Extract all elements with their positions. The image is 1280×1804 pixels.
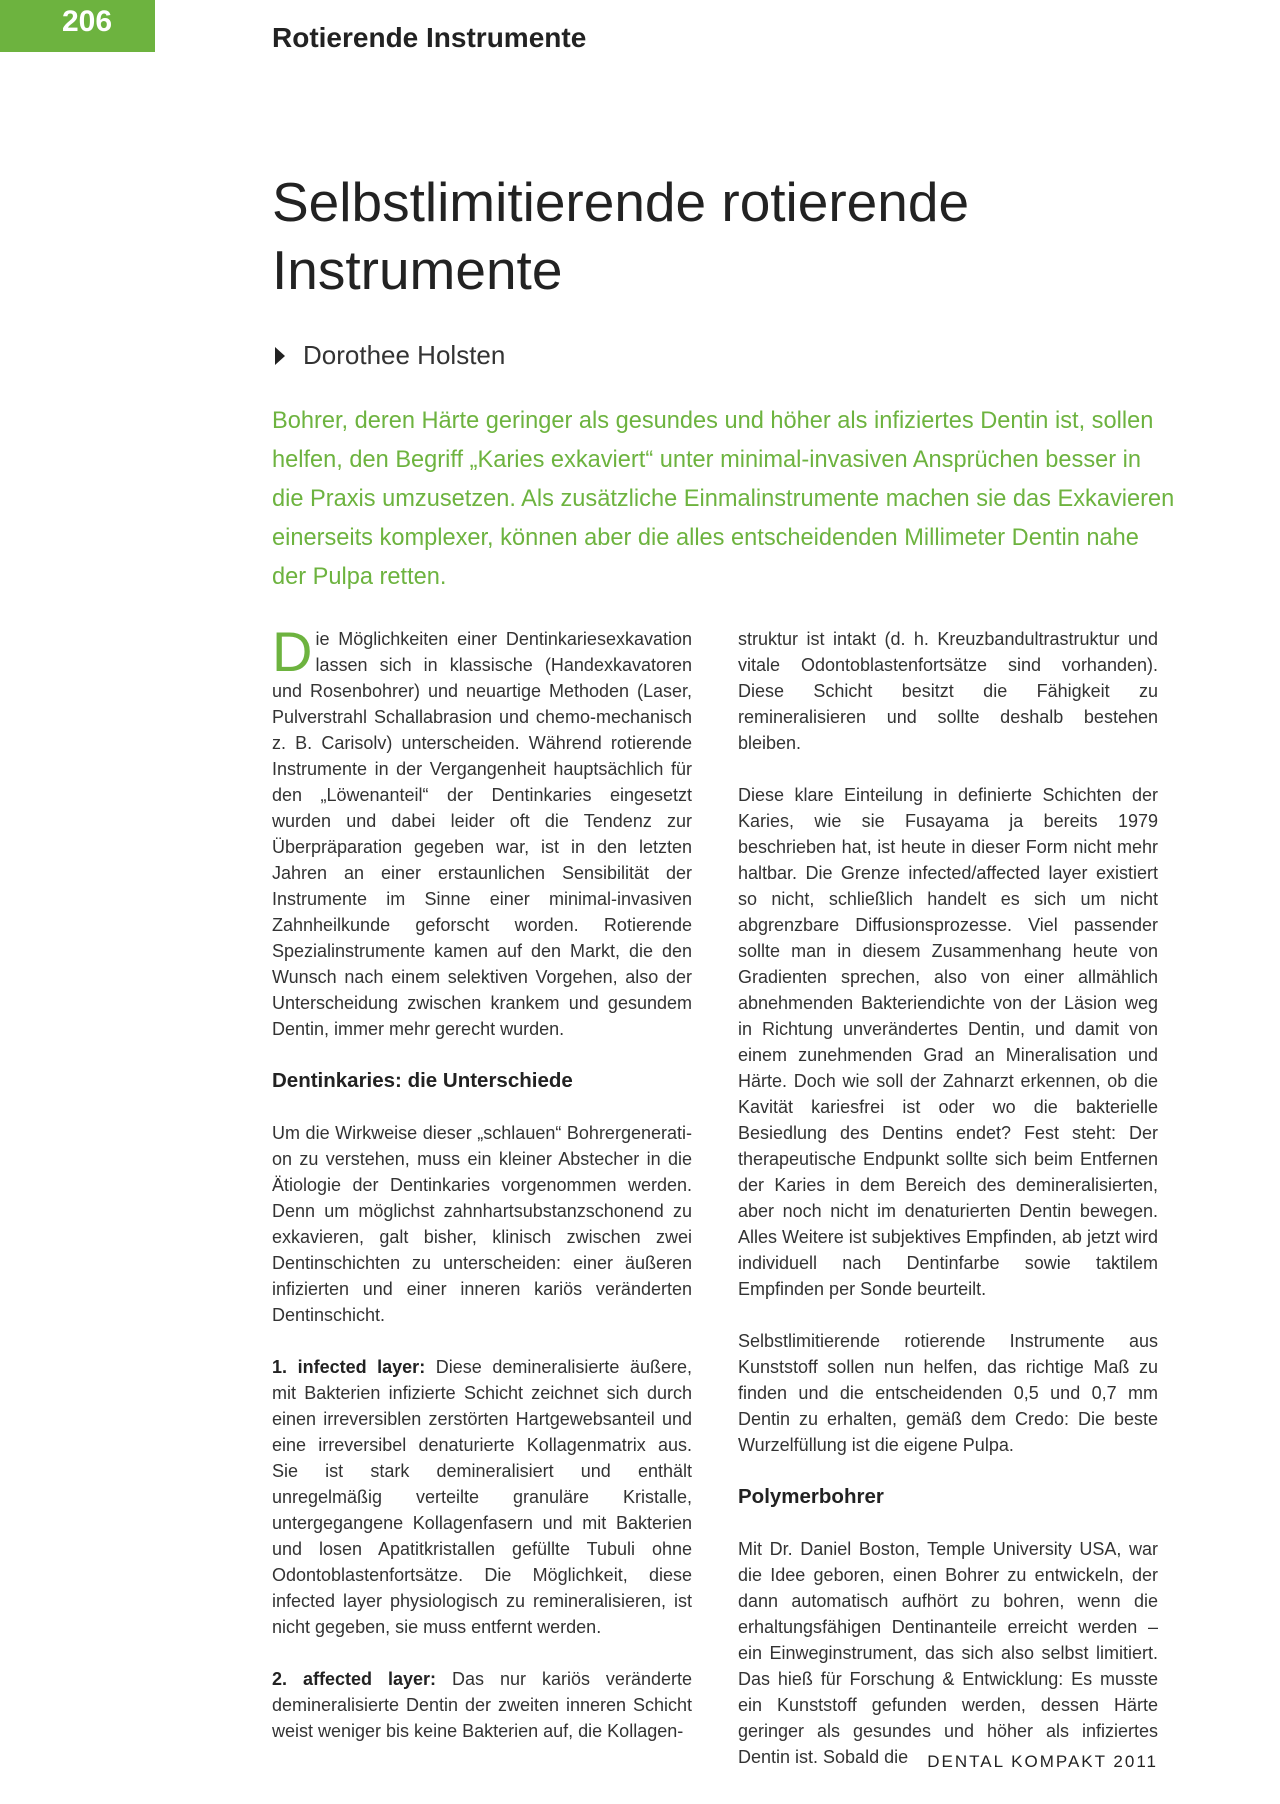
drop-cap: D — [272, 620, 313, 683]
intro-paragraph — [272, 620, 692, 1042]
page-number-badge — [0, 0, 155, 52]
triangle-right-icon — [275, 347, 285, 365]
left-column — [272, 620, 692, 1744]
subhead-dentinkaries: Dentinkaries: die Unterschiede — [272, 1069, 573, 1092]
footer-publication: DENTAL KOMPAKT 2011 — [927, 1752, 1158, 1771]
running-head: Rotierende Instrumente — [272, 22, 587, 53]
page-number: 206 — [62, 5, 113, 38]
paragraph-selbstlimitierend: Selbstlimitierende rotierende Instrumente aus Kunststoff sollen nun helfen, das richtige Maß zu finden und die entscheidenden 0,5 und 0,7 mm Dentin zu erhalten, gemäß dem Credo: Die beste Wurzelfüllung ist die eigene Pulpa. — [738, 1331, 1158, 1455]
affected-layer-label: 2. affected layer: — [272, 1669, 437, 1689]
affected-layer-text: Das nur kariös veränderte demineralisierte Dentin der zweiten inneren Schicht weist weniger bis keine Bakterien auf, die Kollagen- — [272, 1669, 692, 1741]
author-line — [272, 340, 505, 371]
paragraph-einteilung: Diese klare Einteilung in definierte Schichten der Karies, wie sie Fusayama ja bereits 1979 beschrieben hat, ist heute in dieser Form nicht mehr haltbar. Die Grenze infected/affected layer existiert so nicht, schließlich handelt es sich um nicht abgrenzbare Diffusionsprozesse. Viel passender sollte man in diesem Zusammenhang heute von Gradienten sprechen, also von einer allmählich abnehmenden Bakteriendichte von der Läsion weg in Richtung unverändertes Dentin, und damit von einem zunehmenden Grad an Mineralisation und Härte. Doch wie soll der Zahnarzt erkennen, ob die Kavität kariesfrei ist oder wo die bakterielle Besiedlung des Dentins endet? Fest steht: Der therapeutische Endpunkt sollte sich beim Entfernen der Karies in dem Bereich des demineralisierten, aber noch nicht im denaturierten Dentin bewegen. Alles Weitere ist subjektives Empfinden, ab jetzt wird individuell nach Dentinfarbe sowie taktilem Empfinden per Sonde beurteilt. — [738, 785, 1158, 1299]
infected-layer-label: 1. infected layer: — [272, 1357, 426, 1377]
paragraph-struktur: struktur ist intakt (d. h. Kreuzbandultrastruktur und vitale Odontoblastenfortsätze sind vorhanden). Diese Schicht besitzt die Fähigkeit zu remineralisieren und sollte deshalb bestehen bleiben. — [738, 629, 1158, 753]
infected-layer-text: Diese demineralisierte äußere, mit Bakterien infizierte Schicht zeichnet sich durch einen irreversiblen zerstörten Hartgewebsanteil und eine irreversibel denaturierte Kollagenmatrix aus. Sie ist stark demineralisiert und enthält unregelmäßig verteilte granuläre Kristalle, untergegangene Kollagenfasern und mit Bakterien und losen Apatitkristallen gefüllte Tubuli ohne Odontoblastenfortsätze. Die Möglichkeit, diese infected layer physiologisch zu remineralisieren, ist nicht gegeben, sie muss entfernt werden. — [272, 1357, 692, 1637]
subhead-polymerbohrer: Polymerbohrer — [738, 1485, 884, 1508]
article-title: Selbstlimitierende rotierende Instrumente — [272, 171, 970, 301]
paragraph-affected-layer — [272, 1666, 692, 1744]
paragraph-boston: Mit Dr. Daniel Boston, Temple University USA, war die Idee geboren, einen Bohrer zu entwickeln, der dann automatisch aufhört zu bohren, wenn die erhaltungsfähigen Dentinanteile erreicht werden – ein Einweginstrument, das sich also selbst limitiert. Das hieß für Forschung & Entwicklung: Es musste ein Kunststoff gefunden werden, dessen Härte geringer als gesundes und höher als infiziertes Dentin ist. Sobald die — [738, 1539, 1158, 1767]
lead-paragraph: Bohrer, deren Härte geringer als gesundes und höher als infiziertes Dentin ist, sollen helfen, den Begriff „Karies exkaviert“ unter minimal-invasiven Ansprüchen besser in die Praxis umzusetzen. Als zusätzliche Einmalinstrumente machen sie das Exkavieren einerseits komplexer, können aber die alles entscheidenden Millimeter Dentin nahe der Pulpa retten. — [272, 408, 1175, 590]
right-column — [738, 626, 1158, 1770]
paragraph-infected-layer — [272, 1354, 692, 1640]
author-name: Dorothee Holsten — [303, 340, 506, 370]
intro-text: ie Möglichkeiten einer Dentinkariesexkavation lassen sich in klassische (Handexkavatoren und Rosenbohrer) und neuartige Methoden (Laser, Pulverstrahl Schallabrasion und chemo-mechanisch z. B. Carisolv) unterscheiden. Während rotierende Instrumente in der Vergangenheit hauptsächlich für den „Löwenanteil“ der Dentinkaries eingesetzt wurden und dabei leider oft die Tendenz zur Überpräparation gegeben war, ist in den letzten Jahren an einer erstaunlichen Sensibilität der Instrumente im Sinne einer minimal-invasiven Zahnheilkunde geforscht worden. Rotierende Spezialinstrumente kamen auf den Markt, die den Wunsch nach einem selektiven Vorgehen, also der Unterscheidung zwischen krankem und gesundem Dentin, immer mehr gerecht wurden. — [272, 629, 692, 1039]
paragraph-wirkweise: Um die Wirkweise dieser „schlauen“ Bohrergeneration zu verstehen, muss ein kleiner Abstecher in die Ätiologie der Dentinkaries vorgenommen werden. Denn um möglichst zahnhartsubstanzschonend zu exkavieren, galt bisher, klinisch zwischen zwei Dentinschichten zu unterscheiden: einer äußeren infizierten und einer inneren kariös veränderten Dentinschicht. — [272, 1123, 692, 1325]
